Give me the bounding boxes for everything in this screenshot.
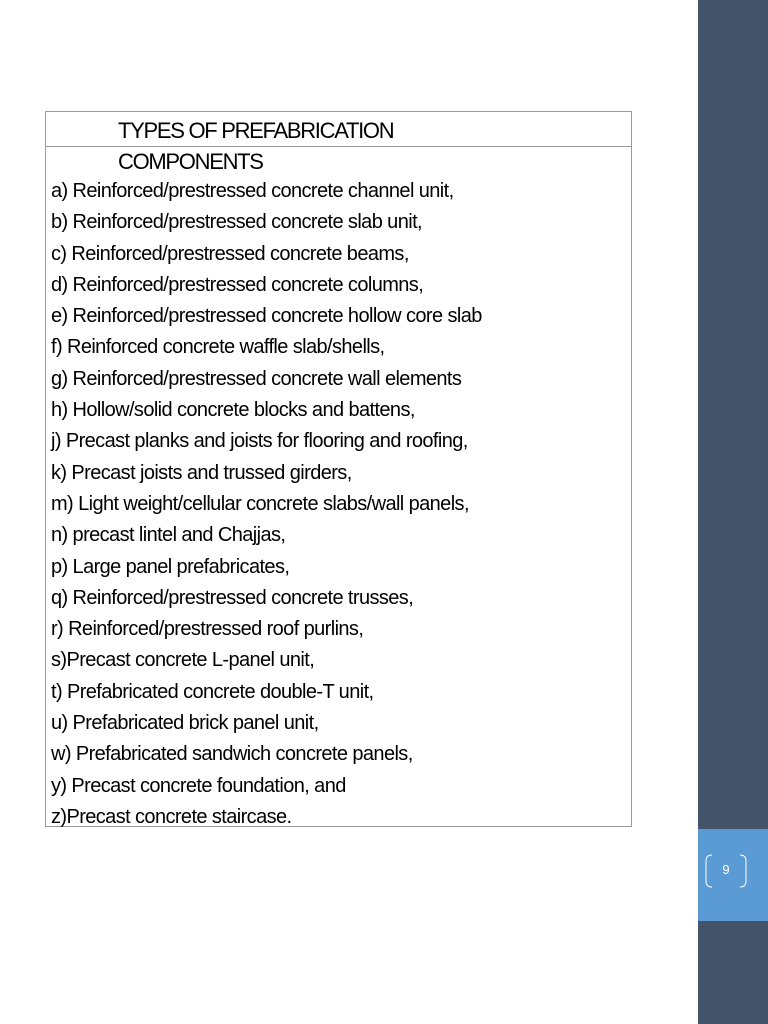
page-number: 9 [722,862,730,877]
list-item: a) Reinforced/prestressed concrete channel unit, [51,180,454,202]
list-item: b) Reinforced/prestressed concrete slab unit, [51,211,422,234]
list-item: y) Precast concrete foundation, and [51,774,346,797]
list-item: k) Precast joists and trussed girders, [51,461,352,484]
list-item: q) Reinforced/prestressed concrete trusses, [51,586,414,609]
heading-divider [46,146,631,147]
list-item: p) Large panel prefabricates, [51,555,290,578]
list-item: s)Precast concrete L-panel unit, [51,649,315,672]
list-item: u) Prefabricated brick panel unit, [51,712,319,735]
list-item: c) Reinforced/prestressed concrete beams, [51,242,409,265]
component-list [51,176,626,833]
table-heading: TYPES OF PREFABRICATION COMPONENTS [118,118,394,174]
page-number-badge [698,829,768,921]
list-item: f) Reinforced concrete waffle slab/shells, [51,336,385,359]
list-item: n) precast lintel and Chajjas, [51,524,286,547]
list-item: m) Light weight/cellular concrete slabs/wall panels, [51,492,469,515]
list-item: e) Reinforced/prestressed concrete hollow core slab [51,305,482,328]
list-item: w) Prefabricated sandwich concrete panels, [51,743,413,766]
components-table [45,111,632,827]
list-item: t) Prefabricated concrete double-T unit, [51,680,374,703]
list-item: z)Precast concrete staircase. [51,805,292,828]
list-item: j) Precast planks and joists for flooring and roofing, [51,430,468,453]
list-item: r) Reinforced/prestressed roof purlins, [51,618,364,641]
list-item: d) Reinforced/prestressed concrete columns, [51,273,424,296]
list-item: g) Reinforced/prestressed concrete wall elements [51,367,462,390]
list-item: h) Hollow/solid concrete blocks and battens, [51,399,415,422]
